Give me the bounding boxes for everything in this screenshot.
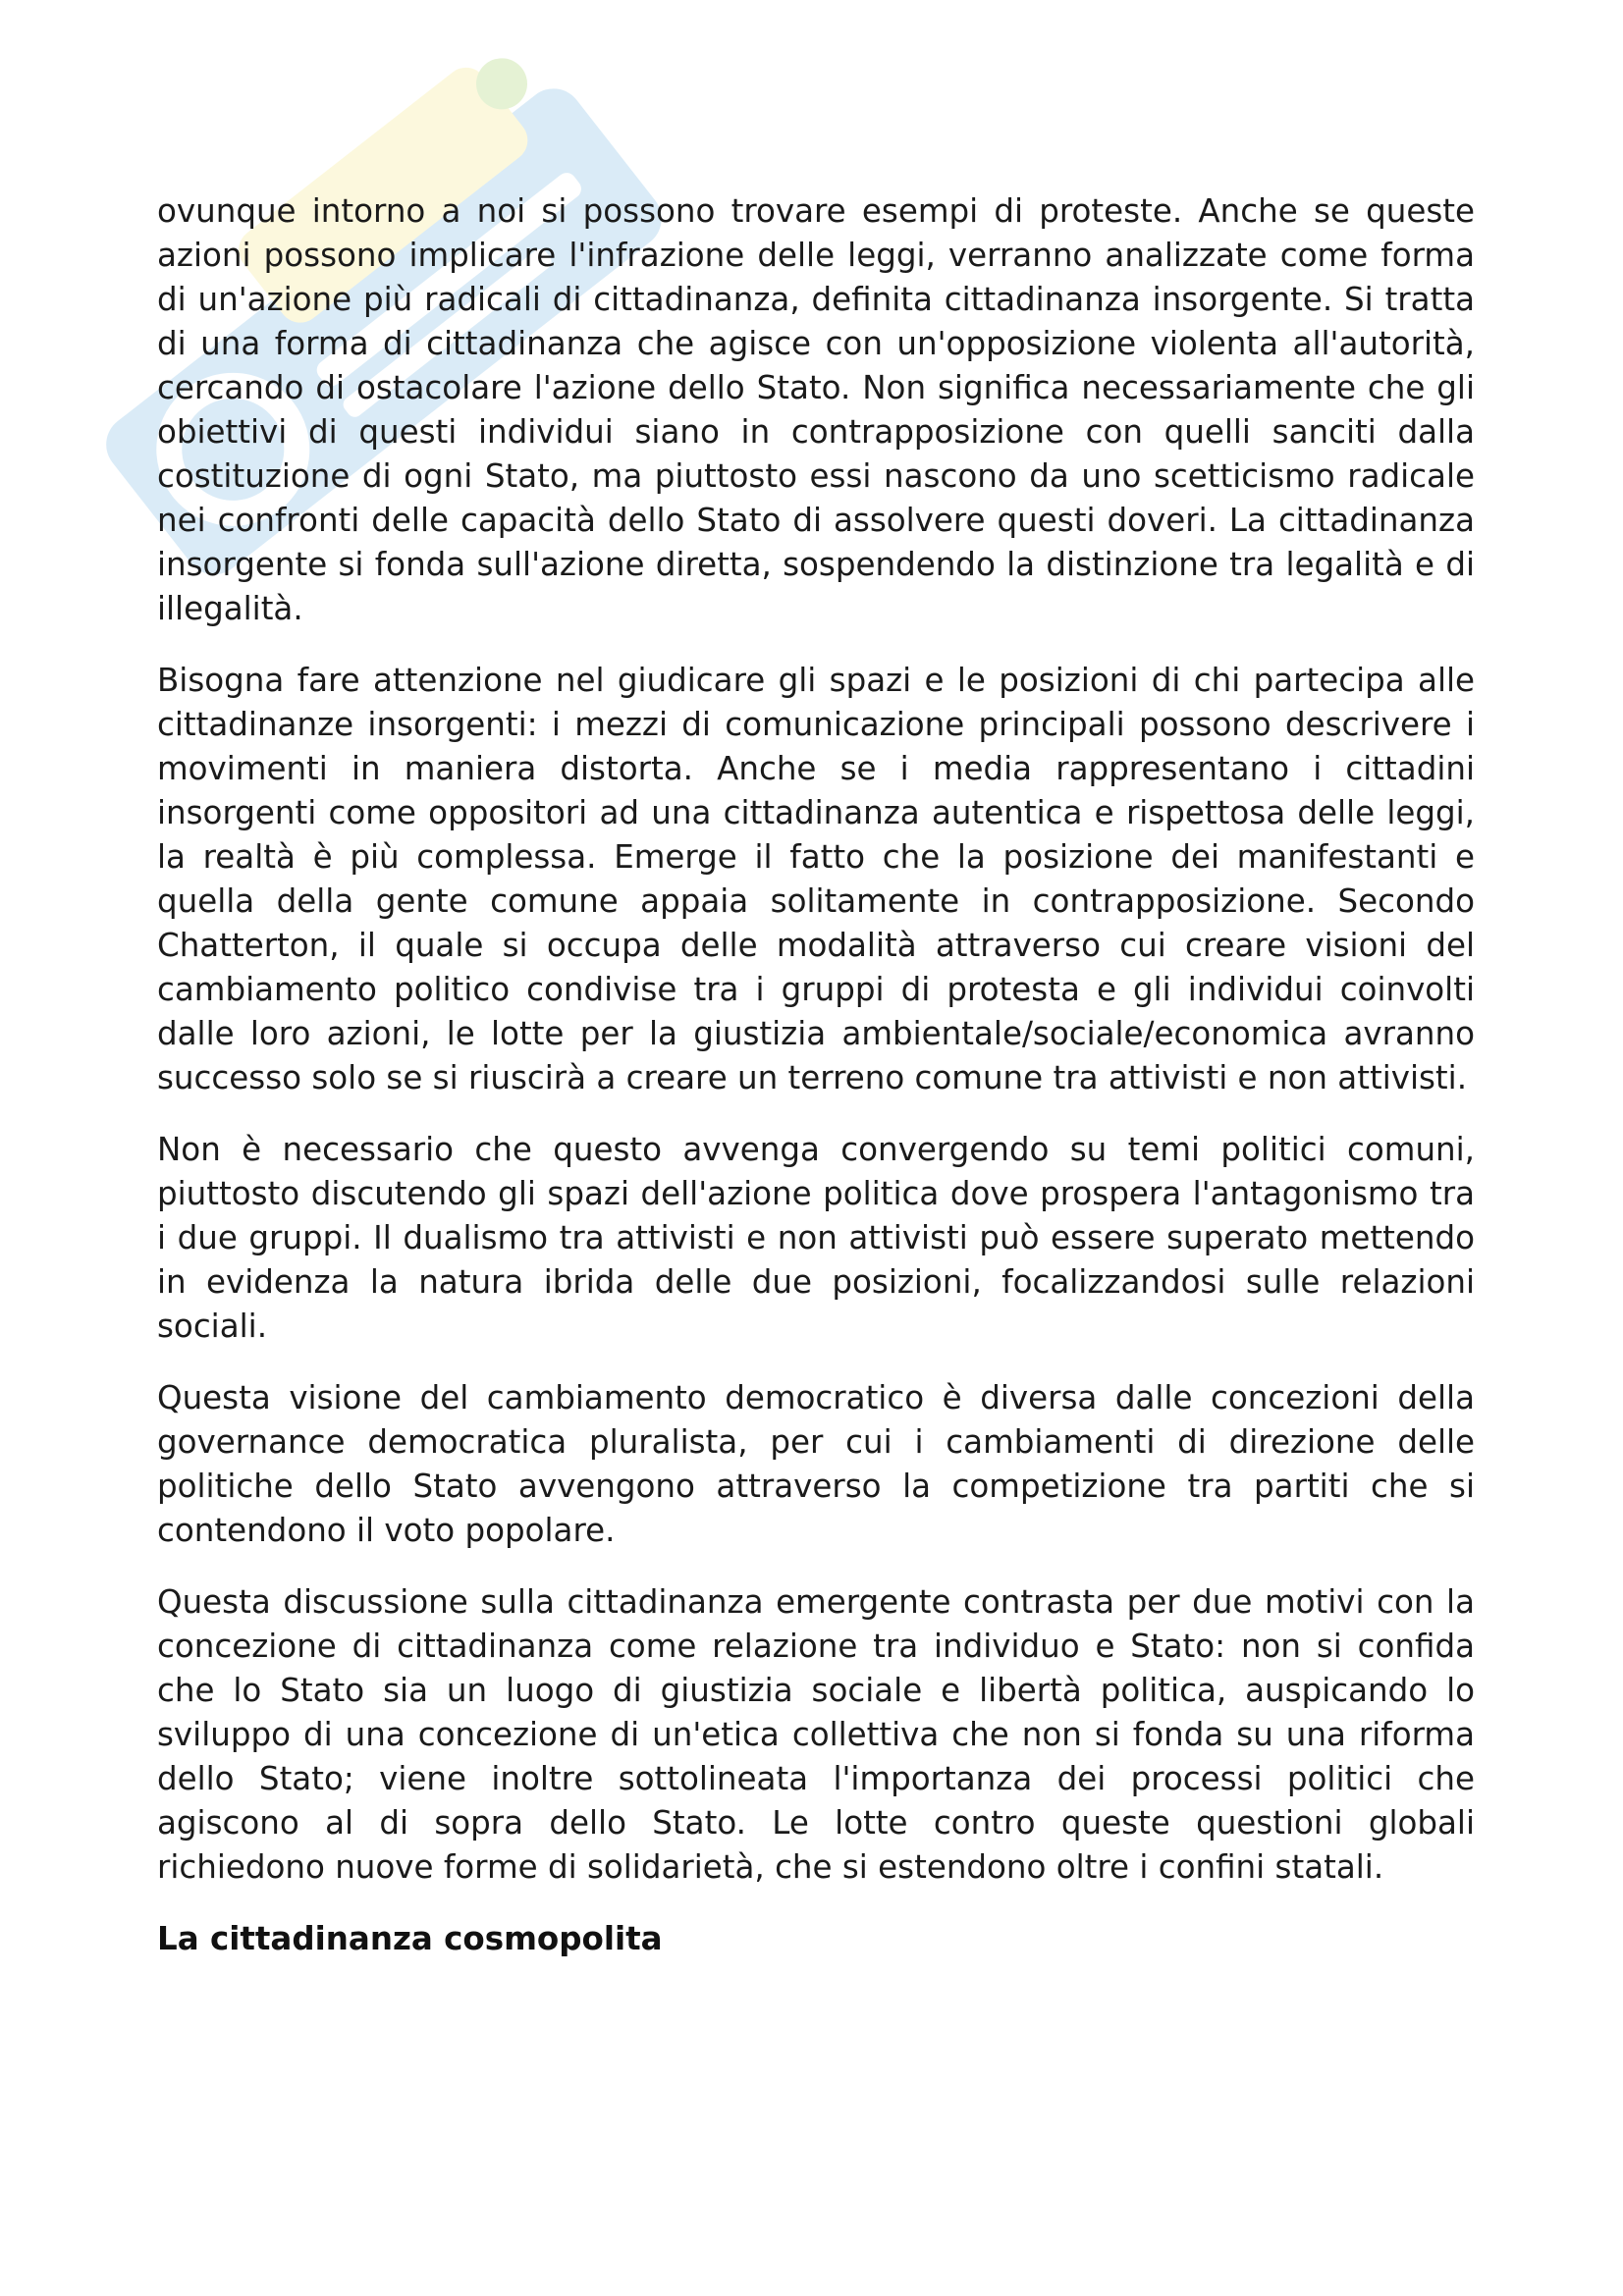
watermark-dot bbox=[466, 48, 538, 120]
paragraph-1: ovunque intorno a noi si possono trovare esempi di proteste. Anche se queste azioni possono implicare l'infrazione delle leggi, verranno analizzate come forma di un'azione più radicali di cittadinanza, definita cittadinanza insorgente. Si tratta di una forma di cittadinanza che agisce con un'opposizione violenta all'autorità, cercando di ostacolare l'azione dello Stato. Non significa necessariamente che gli obiettivi di questi individui siano in contrapposizione con quelli sanciti dalla costituzione di ogni Stato, ma piuttosto essi nascono da uno scetticismo radicale nei confronti delle capacità dello Stato di assolvere questi doveri. La cittadinanza insorgente si fonda sull'azione diretta, sospendendo la distinzione tra legalità e di illegalità. bbox=[157, 192, 1475, 627]
paragraph-3: Non è necessario che questo avvenga convergendo su temi politici comuni, piuttosto discutendo gli spazi dell'azione politica dove prospera l'antagonismo tra i due gruppi. Il dualismo tra attivisti e non attivisti può essere superato mettendo in evidenza la natura ibrida delle due posizioni, focalizzandosi sulle relazioni sociali. bbox=[157, 1131, 1475, 1345]
paragraph-4: Questa visione del cambiamento democratico è diversa dalle concezioni della governance democratica pluralista, per cui i cambiamenti di direzione delle politiche dello Stato avvengono attraverso la competizione tra partiti che si contendono il voto popolare. bbox=[157, 1379, 1475, 1549]
section-heading: La cittadinanza cosmopolita bbox=[157, 1920, 663, 1957]
paragraph-5: Questa discussione sulla cittadinanza emergente contrasta per due motivi con la concezione di cittadinanza come relazione tra individuo e Stato: non si confida che lo Stato sia un luogo di giustizia sociale e libertà politica, auspicando lo sviluppo di una concezione di un'etica collettiva che non si fonda su una riforma dello Stato; viene inoltre sottolineata l'importanza dei processi politici che agiscono al di sopra dello Stato. Le lotte contro queste questioni globali richiedono nuove forme di solidarietà, che si estendono oltre i confini statali. bbox=[157, 1583, 1475, 1886]
paragraph-2: Bisogna fare attenzione nel giudicare gli spazi e le posizioni di chi partecipa alle cittadinanze insorgenti: i mezzi di comunicazione principali possono descrivere i movimenti in maniera distorta. Anche se i media rappresentano i cittadini insorgenti come oppositori ad una cittadinanza autentica e rispettosa delle leggi, la realtà è più complessa. Emerge il fatto che la posizione dei manifestanti e quella della gente comune appaia solitamente in contrapposizione. Secondo Chatterton, il quale si occupa delle modalità attraverso cui creare visioni del cambiamento politico condivise tra i gruppi di protesta e gli individui coinvolti dalle loro azioni, le lotte per la giustizia ambientale/sociale/economica avranno successo solo se si riuscirà a creare un terreno comune tra attivisti e non attivisti. bbox=[157, 662, 1475, 1096]
document-body bbox=[157, 189, 1475, 1961]
